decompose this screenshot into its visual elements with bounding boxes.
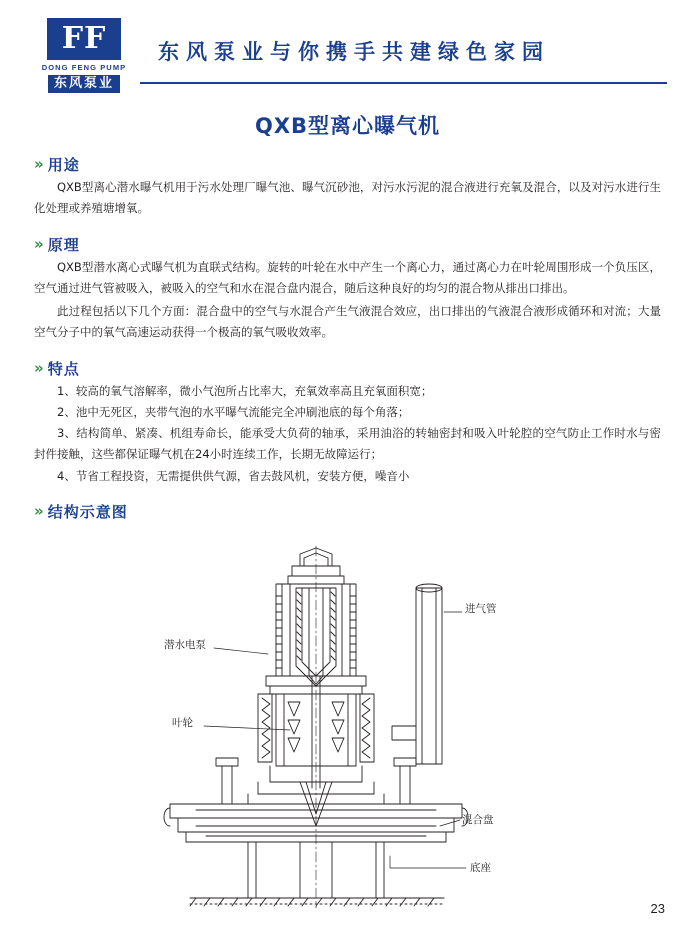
page-header (0, 0, 695, 96)
aerator-cross-section-drawing (0, 526, 695, 926)
chevron-right-icon: » (34, 501, 41, 520)
chevron-right-icon: » (34, 358, 41, 377)
logo-chinese-name: 东风泵业 (48, 75, 120, 93)
section-title: 特点 (47, 359, 80, 378)
page-number: 23 (650, 901, 665, 916)
section-paragraph: 此过程包括以下几个方面：混合盘中的空气与水混合产生气液混合效应，出口排出的气液混合液形成循环和对流；大量空气分子中的氧气高速运动获得一个极高的氧气吸收效率。 (34, 304, 661, 340)
header-divider (140, 82, 667, 84)
section-header (34, 501, 661, 522)
chevron-right-icon: » (34, 155, 41, 173)
logo-english-name: DONG FENG PUMP (41, 63, 127, 72)
figure-label-impeller: 叶轮 (172, 716, 193, 729)
section-title: 结构示意图 (47, 502, 128, 521)
page-title: QXB型离心曝气机 (254, 114, 441, 138)
list-item: 3、结构简单、紧凑、机组寿命长，能承受大负荷的轴承，采用油浴的转轴密封和吸入叶轮腔的空气防止工作时水与密封件接触，这些都保证曝气机在24小时连续工作，长期无故障运行； (34, 426, 661, 462)
section-header (34, 358, 661, 379)
section-principle (34, 234, 661, 344)
section-purpose (34, 154, 661, 220)
structure-diagram (0, 526, 695, 926)
section-header (34, 234, 661, 255)
section-title: 原理 (47, 235, 80, 254)
list-item: 4、节省工程投资，无需提供供气源，省去鼓风机，安装方便，噪音小 (57, 468, 410, 483)
section-title: 用途 (47, 156, 80, 174)
section-header (34, 154, 661, 175)
list-item: 1、较高的氧气溶解率，微小气泡所占比率大，充氧效率高且充氧面积宽； (57, 383, 433, 398)
section-paragraph: QXB型潜水离心式曝气机为直联式结构。旋转的叶轮在水中产生一个离心力，通过离心力在叶轮周围形成一个负压区，空气通过进气管被吸入，被吸入的空气和水在混合盘内混合，随后这种良好的均匀的混合物从排出口排出。 (34, 259, 661, 295)
logo-mark-icon: FF (47, 18, 121, 60)
figure-label-base: 底座 (470, 861, 491, 874)
figure-label-mixing-disc: 混合盘 (462, 813, 494, 826)
section-features (34, 358, 661, 487)
figure-label-submersible-pump: 潜水电泵 (164, 638, 206, 651)
figure-label-air-intake-pipe: 进气管 (465, 602, 497, 615)
list-item: 2、池中无死区，夹带气泡的水平曝气流能完全冲刷池底的每个角落； (57, 404, 410, 419)
chevron-right-icon: » (34, 234, 41, 253)
company-logo (28, 18, 140, 93)
section-paragraph: QXB型离心潜水曝气机用于污水处理厂曝气池、曝气沉砂池，对污水污泥的混合液进行充氧及混合，以及对污水进行生化处理或养殖塘增氧。 (34, 180, 661, 216)
header-slogan: 东风泵业与你携手共建绿色家园 (158, 40, 550, 64)
page-content (0, 154, 695, 522)
section-structure-diagram (34, 501, 661, 522)
